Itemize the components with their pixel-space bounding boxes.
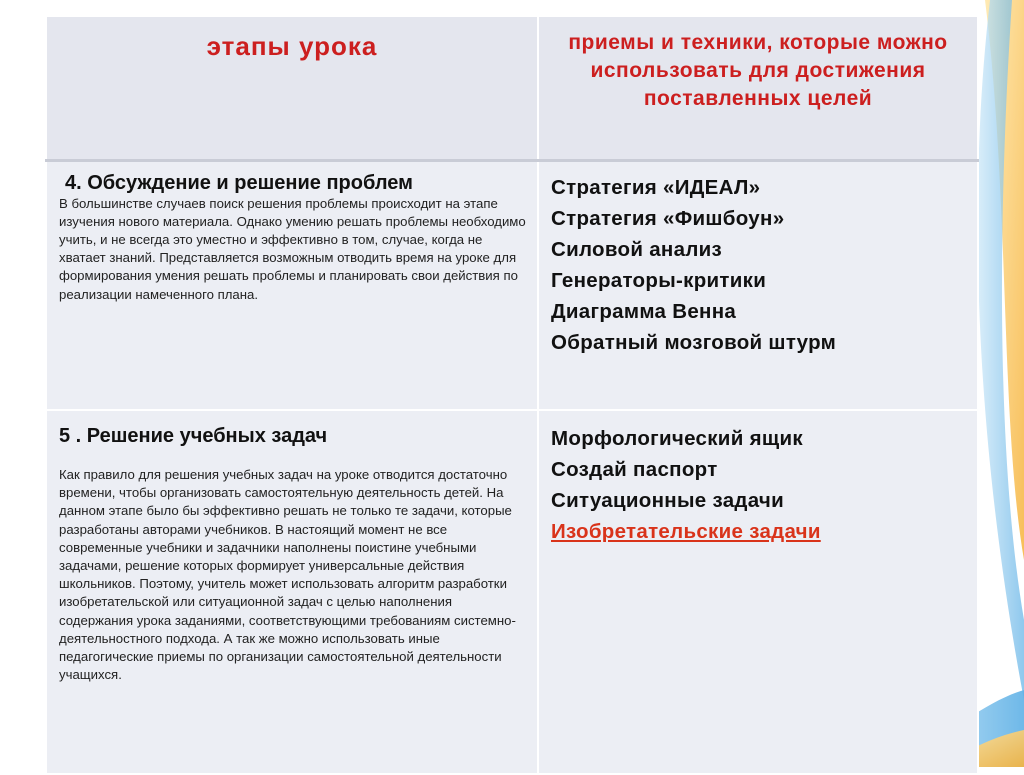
stage-description: Как правило для решения учебных задач на уроке отводится достаточно времени, чтобы организовать самостоятельную деятельность детей. На данном этапе было бы эффективно решать не только те задачи, которые разработаны авторами учебников. В настоящий момент не все современные учебники и задачники наполнены поистине учебными задачами, решение которых формирует универсальные действия школьников. Поэтому, учитель может использовать алгоритм разработки изобретательской или ситуационной задач с целью наполнения содержания урока заданиями, соответствующими требованиям системно-деятельностного подхода. А так же можно использовать иные педагогические приемы по организации самостоятельной деятельности учащихся. [59,467,516,683]
technique-item: Обратный мозговой штурм [551,330,837,354]
table-row [46,160,978,410]
technique-item: Создай паспорт [551,458,718,481]
techniques-cell [538,160,978,410]
stage-title: 5 . Решение учебных задач [59,425,328,447]
technique-item: Стратегия «Фишбоун» [551,206,785,230]
techniques-list [551,172,971,358]
lesson-stages-table [45,15,979,775]
technique-item: Силовой анализ [551,237,723,261]
header-techniques: приемы и техники, которые можно использовать для достижения поставленных целей [538,16,978,160]
technique-item: Ситуационные задачи [551,489,785,512]
stage-cell [46,410,538,774]
technique-item: Диаграмма Венна [551,299,737,323]
table-row [46,410,978,774]
stage-cell [46,160,538,410]
inventive-tasks-link[interactable]: Изобретательские задачи [551,520,821,543]
stage-title: 4. Обсуждение и решение проблем [65,171,413,194]
technique-item: Морфологический ящик [551,427,803,450]
table-header-row [46,16,978,160]
technique-item: Стратегия «ИДЕАЛ» [551,175,761,199]
techniques-list [551,423,971,547]
technique-item: Генераторы-критики [551,268,767,292]
stage-description: В большинстве случаев поиск решения проблемы происходит на этапе изучения нового материала. Однако умению решать проблемы необходимо учить, и не всегда это уместно и эффективно в том, случае, когда не хватает знаний. Представляется возможным отводить время на уроке для формирования умения решать проблемы и планировать свои действия по реализации намеченного плана. [59,195,526,302]
techniques-cell [538,410,978,774]
header-lesson-stages: этапы урока [46,16,538,160]
